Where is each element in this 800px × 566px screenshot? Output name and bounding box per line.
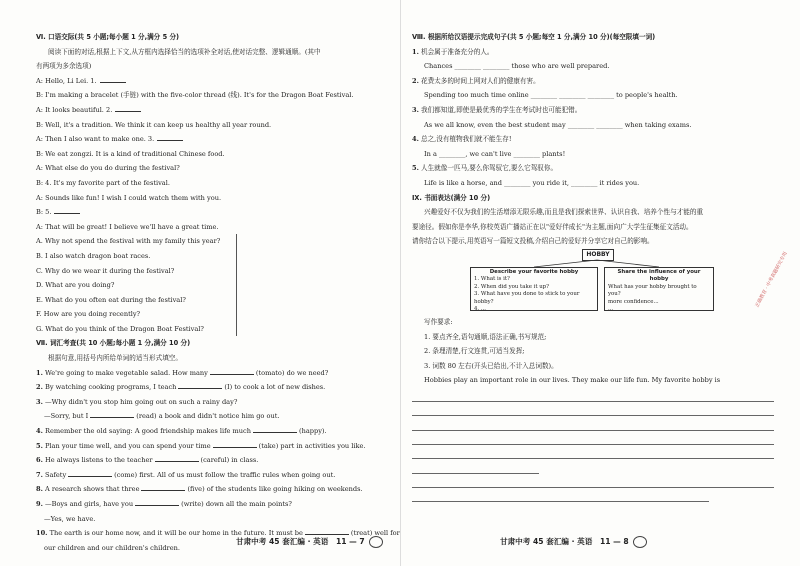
requirement-line: 2. 条理清楚,行文连贯,可适当发挥; (424, 347, 525, 356)
hobby-diagram (412, 249, 774, 315)
vocab-item (36, 497, 392, 512)
chinese-sentence: 我们都知道,即使是最优秀的学生在考试时也可能犯错。 (421, 105, 582, 114)
vocab-item (36, 439, 392, 454)
translation-cn (412, 45, 774, 60)
dialog-text: A: What else do you do during the festival? (36, 164, 180, 173)
writing-requirements (412, 315, 774, 373)
vocab-item (36, 380, 392, 395)
dialog-text: B: I'm making a bracelet (手链) with the five-color thread (线). It's for the Dragon Boat Festival. (36, 91, 354, 100)
item-number: 9. (36, 500, 43, 508)
item-number: 2. (412, 76, 419, 85)
answer-blank (141, 482, 185, 491)
writing-lines (412, 388, 774, 516)
writing-line (412, 416, 774, 430)
dialog-line (36, 147, 392, 162)
requirement-line: 3. 词数 80 左右(开头已给出,不计入总词数)。 (424, 361, 558, 370)
hobby-influence-list (608, 284, 710, 314)
option-item: B. I also watch dragon boat races. (36, 251, 151, 260)
describe-hobby-box (470, 267, 598, 311)
item-hint: (careful) in class. (200, 456, 259, 465)
question-line: 2. When did you take it up? (474, 283, 550, 290)
item-text: —Yes, we have. (44, 514, 96, 523)
dialog-line (36, 220, 392, 235)
dialog-line (36, 161, 392, 176)
dialog-line (36, 176, 392, 191)
writing-line (412, 445, 774, 459)
influence-line: What has your hobby brought to you? (608, 283, 697, 298)
answer-blank (178, 380, 222, 389)
translation-cn (412, 132, 774, 147)
dialog-text: B: Well, it's a tradition. We think it can keep us healthy all year round. (36, 120, 272, 129)
answer-blank (100, 74, 126, 83)
item-hint: (treat) well for (350, 529, 400, 538)
answer-blank (68, 468, 112, 477)
writing-line (412, 474, 774, 488)
item-hint: (I) to cook a lot of new dishes. (224, 383, 326, 392)
english-sentence: Chances ________ ________ those who are well prepared. (424, 62, 610, 71)
describe-hobby-title: Describe your favorite hobby (489, 268, 579, 275)
dialog-line (36, 205, 392, 220)
item-text: A research shows that three (45, 485, 140, 494)
answer-blank (54, 205, 80, 214)
dialog-text: A: That will be great! I believe we'll have a great time. (36, 222, 219, 231)
item-number: 2. (36, 383, 43, 392)
essay-opening: Hobbies play an important role in our lives. They make our life fun. My favorite hobby is (424, 376, 721, 385)
answer-blank (135, 497, 179, 506)
section-7-instructions: 根据句意,用括号内所给单词的适当形式填空。 (48, 354, 182, 363)
option-item: A. Why not spend the festival with my family this year? (36, 237, 221, 246)
writing-line (412, 502, 774, 515)
hobby-influence-title: Share the influence of your hobby (617, 268, 701, 283)
dialog-text: A: Then I also want to make one. 3. (36, 135, 155, 144)
question-line: 1. What is it? (474, 276, 510, 283)
item-text: Remember the old saying: A good friendship makes life much (45, 427, 251, 436)
item-text: Safety (45, 470, 67, 479)
option-item: E. What do you often eat during the festival? (36, 295, 186, 304)
item-text: our children and our children's children. (44, 543, 180, 552)
dialog-text: B: 5. (36, 208, 52, 217)
vocab-item (36, 482, 392, 497)
dialog-text: A: Hello, Li Lei. 1. (36, 76, 97, 85)
right-page (400, 0, 800, 566)
dialog-line (36, 191, 392, 206)
dialog-text: A: It looks beautiful. 2. (36, 105, 113, 114)
seal-icon (369, 536, 383, 548)
dialog-text: B: 4. It's my favorite part of the festival. (36, 178, 170, 187)
chinese-sentence: 人生就像一匹马,要么你驾驭它,要么它驾驭你。 (421, 164, 558, 173)
translation-cn (412, 161, 774, 176)
item-text: He always listens to the teacher (45, 456, 153, 465)
vocab-item (36, 395, 392, 410)
answer-blank (115, 103, 141, 112)
dialog-line (36, 132, 392, 147)
english-sentence: Spending too much time online ________ ________ ________ to people's health. (424, 91, 678, 100)
answer-blank (305, 526, 349, 535)
footer-text: 甘肃中考 45 套汇编 · 英语 11 — 7 (236, 537, 365, 546)
option-item: C. Why do we wear it during the festival? (36, 266, 175, 275)
item-hint: (tomato) do we need? (255, 368, 329, 377)
section-6-heading: Ⅵ. 口语交际(共 5 小题;每小题 1 分,满分 5 分) (36, 33, 180, 41)
answer-blank (157, 132, 183, 141)
prompt-line: 要途径。假如你是李华,你校英语广播站正在以"爱好伴成长"为主题,面向广大学生征集征文活动。 (412, 222, 693, 231)
item-hint: (come) first. All of us must follow the traffic rules when going out. (114, 470, 336, 479)
item-hint: (read) a book and didn't notice him go out. (136, 412, 280, 421)
requirement-line: 1. 要点齐全,语句通顺,语法正确,书写规范; (424, 332, 547, 341)
section-9-heading: Ⅸ. 书面表达(满分 10 分) (412, 193, 491, 202)
translation-list (412, 45, 774, 191)
prompt-line: 请你结合以下提示,用英语写一篇短文投稿,介绍自己的爱好并分享它对自己的影响。 (412, 237, 654, 246)
item-number: 3. (36, 397, 43, 406)
item-number: 5. (412, 164, 419, 173)
influence-line: ... (608, 305, 614, 312)
item-number: 1. (36, 368, 43, 377)
dialog-line (36, 74, 392, 89)
english-sentence: Life is like a horse, and ________ you ride it, ________ it rides you. (424, 178, 640, 187)
item-number: 3. (412, 105, 419, 114)
watermark-stamp: 正确教育 · 中考真题研究专用 (755, 251, 789, 309)
item-hint: (happy). (299, 427, 327, 436)
item-text: —Sorry, but I (44, 412, 89, 421)
translation-cn (412, 74, 774, 89)
english-sentence: As we all know, even the best student may ________ ________ when taking exams. (424, 120, 692, 129)
item-number: 10. (36, 529, 48, 538)
option-item: D. What are you doing? (36, 281, 115, 290)
translation-cn (412, 103, 774, 118)
item-number: 7. (36, 470, 43, 479)
answer-blank (210, 366, 254, 375)
question-line: 4. ... (474, 305, 486, 312)
item-hint: (take) part in activities you like. (258, 441, 366, 450)
option-item: F. How are you doing recently? (36, 310, 141, 319)
prompt-line: 兴趣爱好不仅为我们的生活增添无限乐趣,而且是我们探索世界、认识自我、培养个性与才能的重 (424, 208, 704, 217)
item-number: 1. (412, 47, 419, 56)
option-item: G. What do you think of the Dragon Boat Festival? (36, 324, 204, 333)
chinese-sentence: 机会属于准备充分的人。 (421, 47, 494, 56)
hobby-influence-box (604, 267, 714, 311)
dialog (36, 74, 392, 235)
writing-prompt (412, 205, 774, 249)
dialog-text: A: Sounds like fun! I wish I could watch them with you. (36, 193, 222, 202)
writing-line (412, 402, 774, 416)
question-line: 3. What have you done to stick to your hobby? (474, 291, 580, 305)
item-text: —Boys and girls, have you (45, 500, 134, 508)
writing-line (412, 488, 709, 502)
item-number: 6. (36, 456, 43, 465)
describe-hobby-list (474, 276, 594, 313)
writing-line (412, 459, 539, 473)
vocab-item (36, 453, 392, 468)
item-hint: (five) of the students like going hiking on weekends. (187, 485, 363, 494)
hobby-hub: HOBBY (582, 249, 614, 261)
dialog-line (36, 118, 392, 133)
item-number: 5. (36, 441, 43, 450)
section-8-heading: Ⅷ. 根据所给汉语提示完成句子(共 5 小题;每空 1 分,满分 10 分)(每空限填一词) (412, 33, 656, 41)
item-text: We're going to make vegetable salad. How many (45, 368, 208, 377)
answer-blank (90, 409, 134, 418)
section-7-heading: Ⅶ. 词汇考查(共 10 小题;每小题 1 分,满分 10 分) (36, 339, 191, 348)
vocab-item (36, 409, 392, 424)
item-text: Plan your time well, and you can spend your time (45, 441, 211, 450)
item-number: 8. (36, 485, 43, 494)
options-box (36, 234, 237, 336)
page-footer-right (500, 536, 647, 548)
item-text: —Why didn't you stop him going out on such a rainy day? (45, 397, 238, 406)
vocab-item (36, 468, 392, 483)
answer-blank (155, 453, 199, 462)
page-footer-left (236, 536, 383, 548)
vocab-item (36, 512, 392, 527)
writing-line (412, 431, 774, 445)
item-number: 4. (36, 427, 43, 436)
item-text: By watching cooking programs, I teach (45, 383, 177, 392)
seal-icon (633, 536, 647, 548)
item-hint: (write) down all the main points? (181, 500, 292, 508)
section-6-instructions-cont: 有两项为多余选项) (36, 62, 92, 71)
influence-line: more confidence... (608, 298, 659, 305)
answer-blank (213, 439, 257, 448)
chinese-sentence: 花费太多的时间上网对人们的健康有害。 (421, 76, 540, 85)
item-number: 4. (412, 135, 419, 144)
dialog-line (36, 103, 392, 118)
item-text: The earth is our home now, and it will be our home in the future. It must be (49, 529, 303, 538)
footer-text: 甘肃中考 45 套汇编 · 英语 11 — 8 (500, 537, 629, 546)
dialog-text: B: We eat zongzi. It is a kind of traditional Chinese food. (36, 149, 225, 158)
vocab-list (36, 366, 400, 556)
english-sentence: In a ________, we can't live ________ plants! (424, 149, 566, 158)
vocab-item (36, 366, 392, 381)
vocab-item (36, 424, 392, 439)
chinese-sentence: 总之,没有植物我们就不能生存! (421, 135, 512, 144)
writing-line (412, 388, 774, 402)
requirement-line: 写作要求: (424, 317, 453, 326)
section-6-instructions: 阅读下面的对话,根据上下文,从方框内选择恰当的选项补全对话,使对话完整、逻辑通顺。(其中 (48, 47, 321, 56)
answer-blank (253, 424, 297, 433)
dialog-line (36, 88, 392, 103)
